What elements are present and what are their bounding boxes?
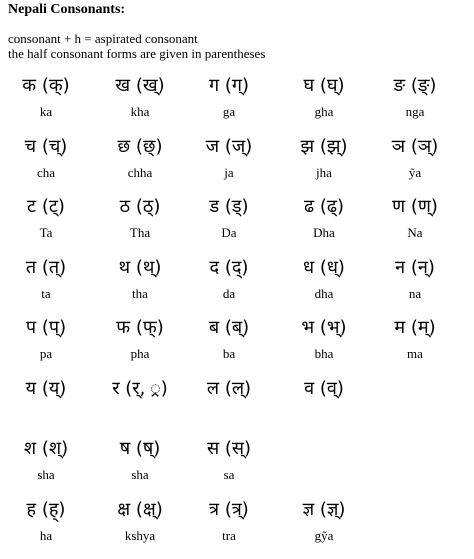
consonant-glyph: भ (भ्) bbox=[301, 317, 347, 338]
consonant-glyph: ब (ब्) bbox=[208, 317, 250, 338]
consonant-cell bbox=[92, 74, 188, 119]
transliteration-label: Ta bbox=[39, 225, 53, 240]
transliteration-label: ha bbox=[39, 527, 53, 543]
note-aspirated: consonant + h = aspirated consonant bbox=[8, 31, 198, 46]
consonant-glyph: ङ (ङ्) bbox=[393, 75, 437, 96]
consonant-cell bbox=[367, 74, 463, 119]
consonant-glyph: प (प्) bbox=[25, 317, 67, 338]
consonant-glyph: ग (ग्) bbox=[208, 75, 250, 96]
transliteration-label: ta bbox=[41, 285, 51, 301]
consonant-cell bbox=[276, 195, 372, 240]
consonant-row bbox=[0, 195, 474, 256]
consonant-cell bbox=[181, 377, 277, 422]
consonant-cell bbox=[0, 135, 94, 180]
consonant-glyph: व (व्) bbox=[304, 377, 344, 399]
consonant-glyph: छ (छ्) bbox=[117, 135, 163, 157]
transliteration-label: nga bbox=[405, 104, 425, 119]
consonant-glyph: क्ष (क्ष्) bbox=[117, 498, 163, 520]
transliteration-label bbox=[0, 407, 94, 422]
transliteration-label: ba bbox=[222, 346, 236, 361]
consonant-glyph: ञ (ञ्) bbox=[391, 135, 439, 157]
consonant-glyph: ड (ड्) bbox=[209, 196, 249, 217]
consonant-cell bbox=[276, 498, 372, 543]
consonant-cell bbox=[276, 135, 372, 180]
consonant-row bbox=[0, 437, 474, 498]
transliteration-label: Dha bbox=[313, 225, 335, 240]
consonant-glyph: ट (ट्) bbox=[27, 196, 65, 217]
consonant-cell bbox=[181, 316, 277, 361]
page-title: Nepali Consonants: bbox=[8, 2, 126, 17]
consonant-cell bbox=[92, 316, 188, 361]
consonant-cell bbox=[0, 256, 94, 301]
transliteration-label bbox=[181, 407, 277, 422]
transliteration-label: tra bbox=[222, 527, 236, 543]
consonant-cell bbox=[0, 377, 94, 422]
consonant-row bbox=[0, 377, 474, 438]
transliteration-label: kshya bbox=[124, 527, 156, 543]
consonant-cell bbox=[0, 195, 94, 240]
consonant-cell bbox=[367, 195, 463, 240]
consonant-cell bbox=[367, 316, 463, 361]
transliteration-label: pha bbox=[130, 346, 150, 361]
transliteration-label: dha bbox=[314, 285, 334, 301]
consonant-cell bbox=[367, 135, 463, 180]
consonant-glyph: झ (झ्) bbox=[300, 135, 348, 157]
consonant-cell bbox=[92, 377, 188, 422]
consonant-glyph: ठ (ठ्) bbox=[119, 196, 161, 217]
consonant-glyph: ह (ह्) bbox=[26, 498, 66, 520]
transliteration-label: ỹa bbox=[408, 164, 422, 180]
consonant-glyph: ल (ल्) bbox=[206, 377, 252, 399]
consonant-row bbox=[0, 135, 474, 196]
consonant-glyph: द (द्) bbox=[209, 256, 249, 278]
consonant-cell bbox=[0, 74, 94, 119]
consonant-glyph: र (र्, ्र) bbox=[112, 377, 168, 399]
transliteration-label: da bbox=[222, 285, 236, 301]
transliteration-label: Tha bbox=[129, 225, 151, 240]
consonant-glyph: ण (ण्) bbox=[392, 196, 438, 217]
transliteration-label bbox=[276, 407, 372, 422]
transliteration-label: chha bbox=[127, 164, 153, 180]
consonant-cell bbox=[92, 437, 188, 482]
consonant-cell bbox=[181, 437, 277, 482]
consonant-cell bbox=[92, 135, 188, 180]
consonant-cell bbox=[181, 498, 277, 543]
consonant-glyph: थ (थ्) bbox=[118, 256, 162, 278]
transliteration-label: cha bbox=[36, 164, 56, 180]
consonant-cell bbox=[181, 74, 277, 119]
consonant-glyph: त्र (त्र्) bbox=[209, 498, 249, 520]
transliteration-label: Da bbox=[221, 225, 237, 240]
consonant-row bbox=[0, 316, 474, 377]
transliteration-label: ka bbox=[39, 104, 53, 119]
consonant-cell bbox=[181, 256, 277, 301]
consonant-row bbox=[0, 74, 474, 135]
note-half-forms: the half consonant forms are given in parentheses bbox=[8, 46, 266, 61]
transliteration-label: sha bbox=[37, 467, 55, 482]
consonant-glyph: ढ (ढ्) bbox=[303, 196, 345, 217]
transliteration-label: kha bbox=[130, 104, 150, 119]
consonant-glyph: म (म्) bbox=[394, 317, 436, 338]
transliteration-label: pa bbox=[39, 346, 53, 361]
consonant-glyph: ख (ख्) bbox=[115, 75, 165, 96]
consonant-cell bbox=[0, 437, 94, 482]
consonant-glyph: फ (फ्) bbox=[116, 317, 164, 338]
consonant-glyph: ष (ष्) bbox=[119, 438, 161, 459]
consonant-glyph: त (त्) bbox=[25, 256, 67, 278]
consonant-glyph: क (क्) bbox=[22, 75, 70, 96]
consonant-glyph: ज्ञ (ज्ञ्) bbox=[302, 498, 346, 520]
consonant-glyph: न (न्) bbox=[395, 256, 435, 278]
consonant-glyph: य (य्) bbox=[25, 377, 67, 399]
consonant-glyph: च (च्) bbox=[24, 135, 68, 157]
transliteration-label: na bbox=[408, 285, 422, 301]
transliteration-label: ga bbox=[222, 104, 236, 119]
consonant-cell bbox=[367, 256, 463, 301]
consonant-cell bbox=[92, 498, 188, 543]
consonant-row bbox=[0, 498, 474, 559]
consonant-glyph: ज (ज्) bbox=[205, 135, 253, 157]
transliteration-label: gha bbox=[314, 104, 334, 119]
transliteration-label: sha bbox=[131, 467, 149, 482]
consonant-cell bbox=[0, 498, 94, 543]
consonant-cell bbox=[276, 377, 372, 422]
transliteration-label: ma bbox=[407, 346, 423, 361]
transliteration-label: ja bbox=[224, 164, 234, 180]
consonant-cell bbox=[0, 316, 94, 361]
consonant-row bbox=[0, 256, 474, 317]
consonant-cell bbox=[276, 74, 372, 119]
transliteration-label: bha bbox=[314, 346, 334, 361]
transliteration-label: sa bbox=[223, 467, 235, 482]
transliteration-label bbox=[92, 407, 188, 422]
consonant-cell bbox=[276, 256, 372, 301]
transliteration-label: jha bbox=[316, 164, 332, 180]
consonant-glyph: घ (घ्) bbox=[303, 75, 345, 96]
consonant-cell bbox=[276, 316, 372, 361]
transliteration-label: gỹa bbox=[314, 527, 334, 543]
consonant-glyph: स (स्) bbox=[206, 438, 252, 459]
consonant-glyph: ध (ध्) bbox=[303, 256, 345, 278]
consonant-cell bbox=[92, 256, 188, 301]
consonant-glyph: श (श्) bbox=[23, 438, 69, 459]
transliteration-label: Na bbox=[407, 225, 423, 240]
consonant-cell bbox=[181, 135, 277, 180]
consonant-cell bbox=[92, 195, 188, 240]
consonant-cell bbox=[181, 195, 277, 240]
consonant-grid bbox=[0, 74, 474, 558]
transliteration-label: tha bbox=[132, 285, 148, 301]
